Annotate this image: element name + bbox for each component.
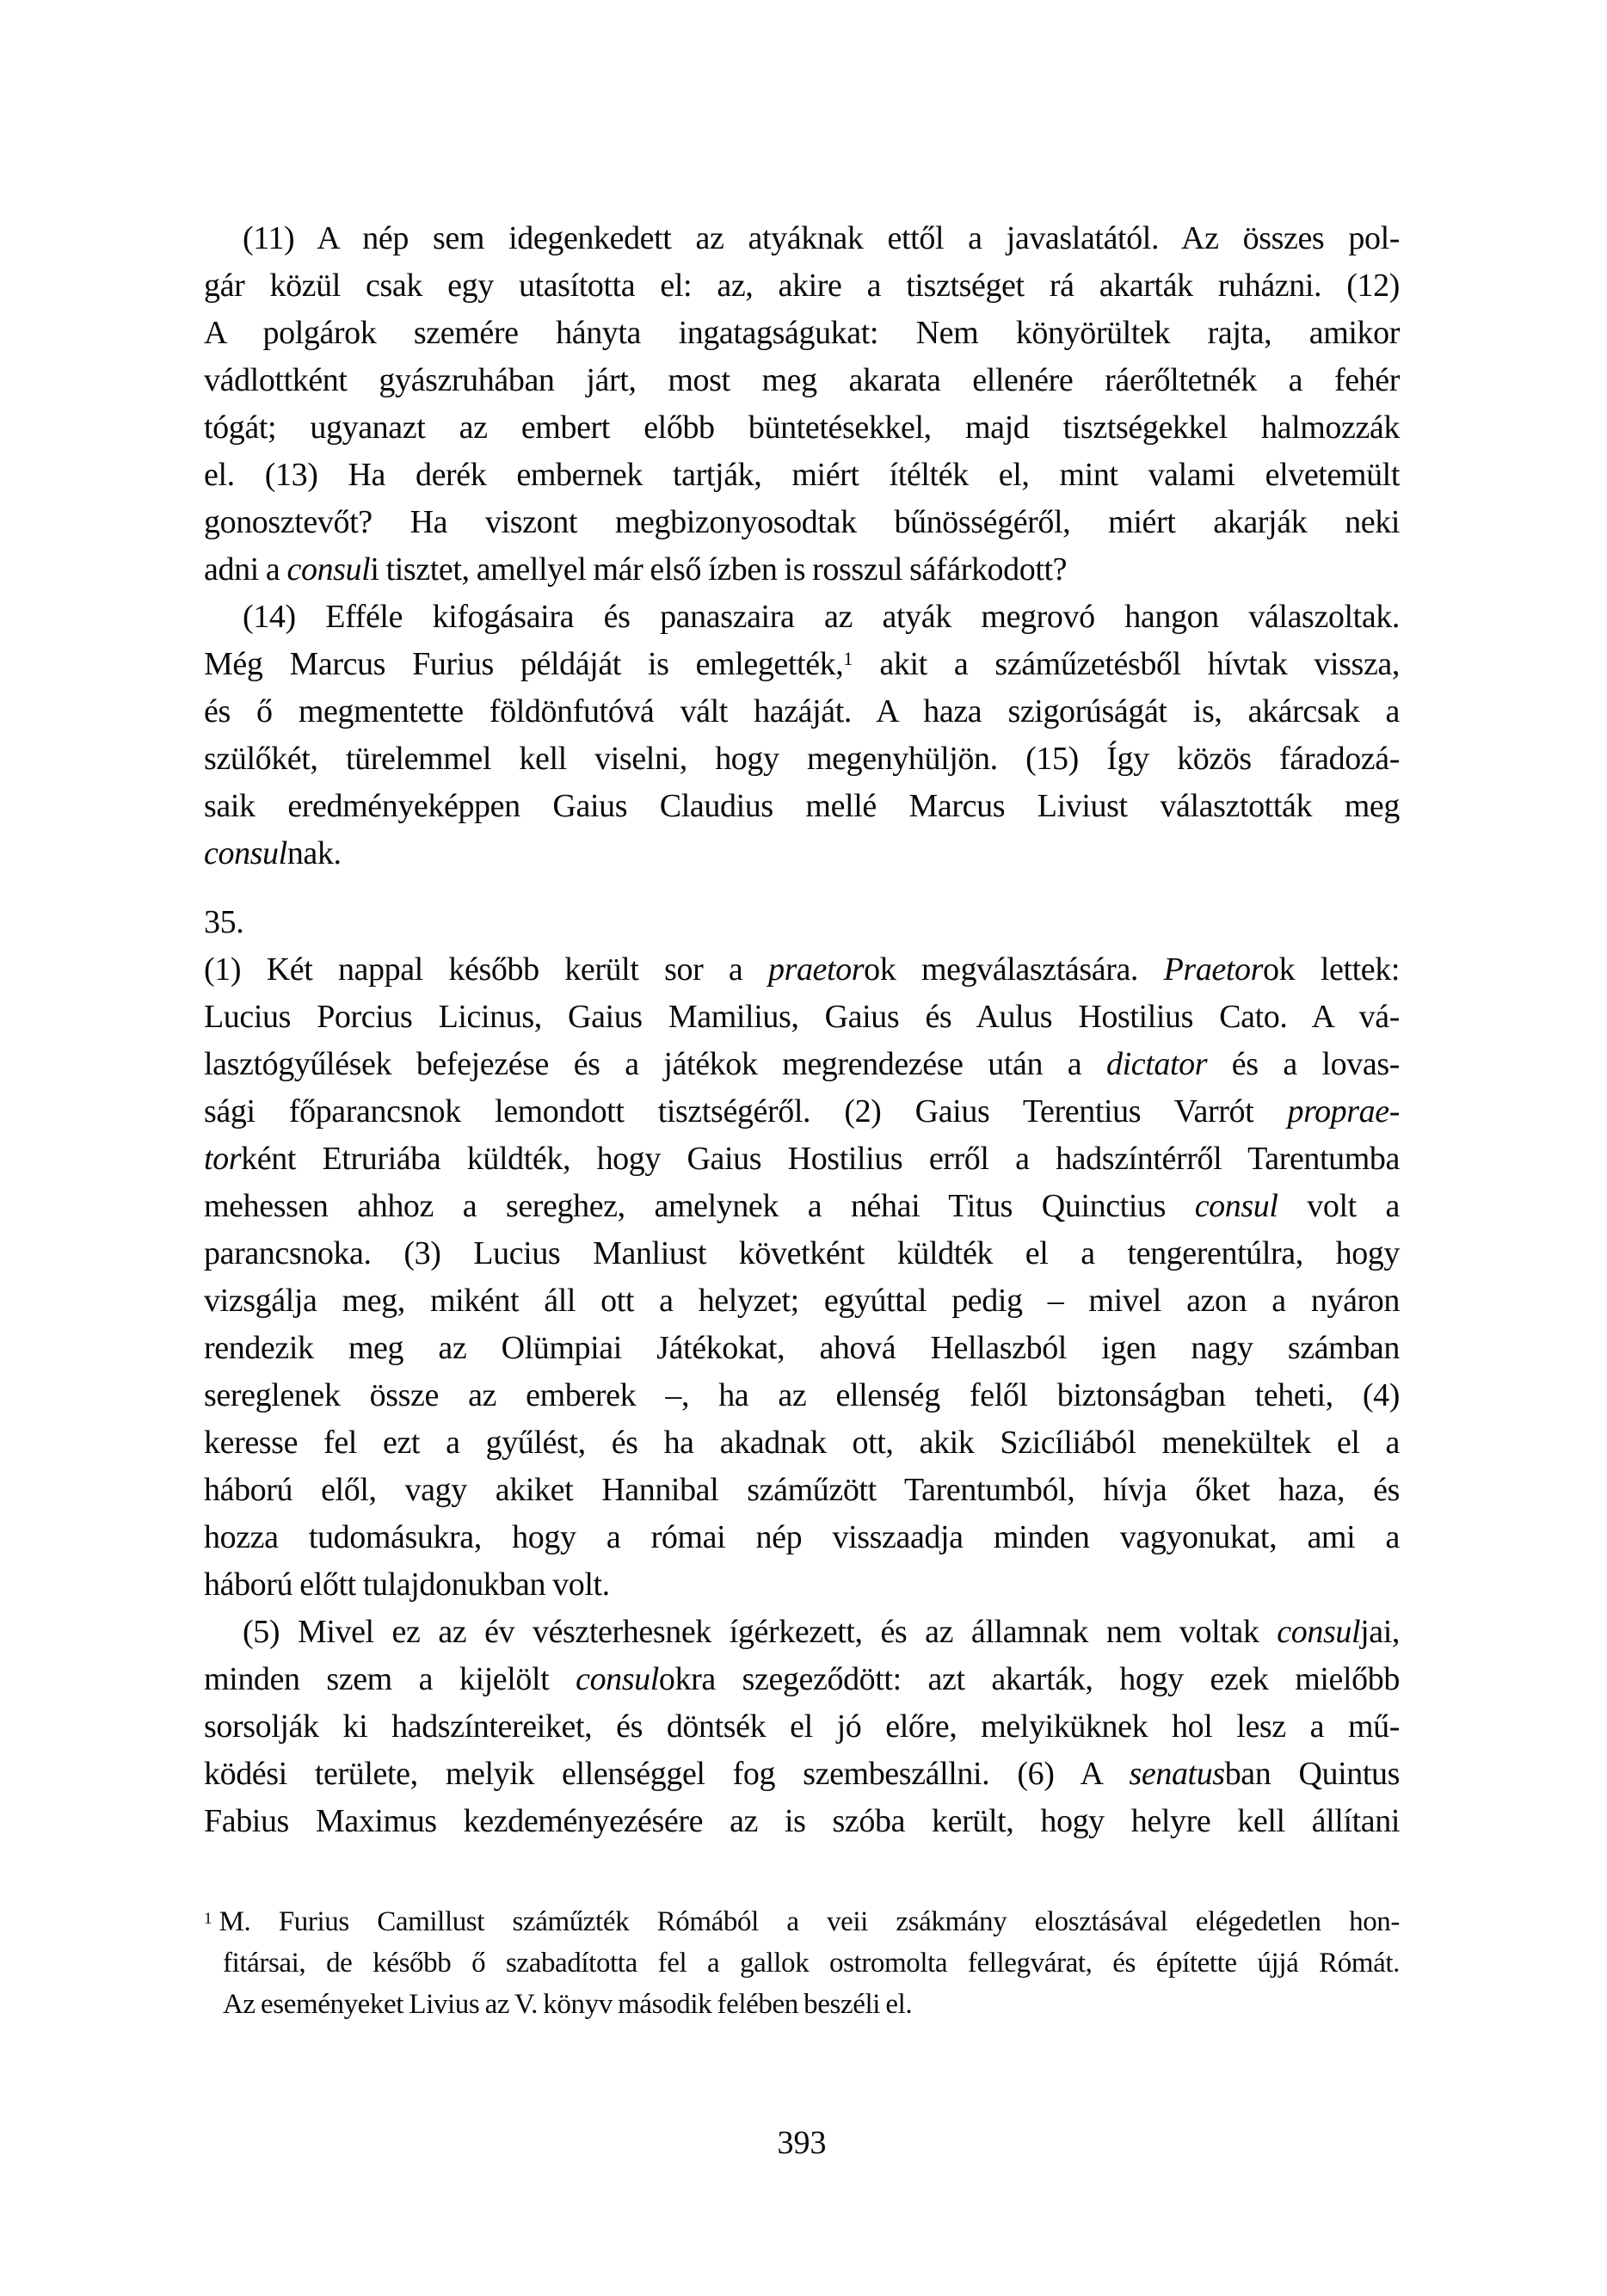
text-column [204,215,1400,2167]
text-run: keresse fel ezt a gyűlést, és ha akadnak ott, akik Szicíliából menekültek el a [204,1425,1400,1461]
text-run: volt a [1278,1188,1400,1224]
text-run: Még Marcus Furius példáját is emlegették, [204,646,844,682]
text-run: (14) Efféle kifogásaira és panaszaira az atyák megrovó hangon válaszoltak. [243,599,1400,635]
text-run: el. (13) Ha derék embernek tartják, miért ítélték el, mint valami elvetemült [204,457,1400,493]
text-line [204,1088,1400,1136]
paragraph-35-5-6 [204,1609,1400,1845]
text-run: (1) Két nappal később került sor a [204,951,768,988]
text-run: Fabius Maximus kezdeményezésére az is szóba került, hogy helyre kell állítani [204,1803,1400,1839]
text-line [204,404,1400,452]
text-run: fitársai, de később ő szabadította fel a gallok ostromolta fellegvárat, és építette újjá Rómát. [223,1948,1400,1979]
text-line [223,1942,1400,1984]
text-line [204,1514,1400,1561]
text-line [204,1798,1400,1845]
text-run: okra szegeződött: azt akarták, hogy ezek mielőbb [658,1661,1400,1697]
page-number: 393 [777,2125,827,2161]
text-run: jai, [1360,1614,1400,1650]
footnote-reference: 1 [843,648,853,670]
text-run: sági főparancsnok lemondott tisztségéről. (2) Gaius Terentius Varrót [204,1093,1288,1130]
text-line [204,262,1400,310]
text-line [204,1609,1400,1656]
italic-term: consul [286,551,371,588]
text-run: rendezik meg az Olümpiai Játékokat, ahová Hellaszból igen nagy számban [204,1330,1400,1366]
text-run: és ő megmentette földönfutóvá vált hazáját. A haza szigorúságát is, akárcsak a [204,693,1400,729]
paragraph-35-1-4 [204,946,1400,1609]
text-line [204,783,1400,830]
text-line [204,1561,1400,1609]
text-run: (11) A nép sem idegenkedett az atyáknak ettől a javaslatától. Az összes pol- [243,220,1400,256]
text-run: saik eredményeképpen Gaius Claudius mellé Marcus Liviust választották meg [204,788,1400,824]
text-run: háború előtt tulajdonukban volt. [204,1567,610,1603]
text-run: 35. [204,904,244,940]
text-line [204,1656,1400,1703]
italic-term: senatus [1129,1756,1225,1792]
text-line [204,357,1400,404]
text-run: i tisztet, amellyel már első ízben is rosszul sáfárkodott? [370,551,1068,588]
text-line [204,1419,1400,1467]
text-run: mehessen ahhoz a sereghez, amelynek a néhai Titus Quinctius [204,1188,1195,1224]
text-line [204,1372,1400,1419]
section-heading-35 [204,899,1400,946]
text-line [204,946,1400,994]
text-run: nak. [286,835,342,871]
text-line [204,1136,1400,1183]
text-line [204,736,1400,783]
text-run: gonosztevőt? Ha viszont megbizonyosodtak bűnösségéről, miért akarják neki [204,504,1400,540]
text-run: vádlottként gyászruhában járt, most meg akarata ellenére ráerőltetnék a fehér [204,362,1400,398]
italic-term: Praetor [1163,951,1264,988]
italic-term: consul [1277,1614,1361,1650]
text-run: A polgárok szemére hányta ingatagságukat: Nem könyörültek rajta, amikor [204,315,1400,351]
text-run: és a lovas- [1207,1046,1400,1082]
italic-term: consul [204,835,287,871]
text-run: Lucius Porcius Licinus, Gaius Mamilius, Gaius és Aulus Hostilius Cato. A vá- [204,999,1400,1035]
text-run: ok megválasztására. [864,951,1164,988]
text-line [204,215,1400,262]
text-run: hozza tudomásukra, hogy a római nép visszaadja minden vagyonukat, ami a [204,1519,1400,1555]
italic-term: dictator [1105,1046,1208,1082]
italic-term: proprae- [1287,1093,1400,1130]
text-line [204,1751,1400,1798]
text-line [204,1277,1400,1325]
text-line [204,1467,1400,1514]
text-line [223,1984,1400,2025]
text-line [204,1325,1400,1372]
italic-term: consul [576,1661,659,1697]
text-run: szülőkét, türelemmel kell viselni, hogy megenyhüljön. (15) Így közös fáradozá- [204,741,1400,777]
text-run: parancsnoka. (3) Lucius Manliust követként küldték el a tengerentúlra, hogy [204,1235,1400,1271]
text-line [204,641,1400,688]
text-run: vizsgálja meg, miként áll ott a helyzet; egyúttal pedig – mivel azon a nyáron [204,1283,1400,1319]
text-run: adni a [204,551,287,588]
text-line [204,994,1400,1041]
text-run: tógát; ugyanazt az embert előbb büntetésekkel, majd tisztségekkel halmozzák [204,409,1400,446]
text-run: gár közül csak egy utasította el: az, akire a tisztséget rá akarták ruházni. (12) [204,268,1400,304]
italic-term: consul [1194,1188,1278,1224]
footnote [204,1901,1400,2025]
text-run: lasztógyűlések befejezése és a játékok megrendezése után a [204,1046,1106,1082]
text-line [204,452,1400,499]
text-run: (5) Mivel ez az év vészterhesnek ígérkezett, és az államnak nem voltak [243,1614,1278,1650]
text-line [204,1041,1400,1088]
text-line [204,1183,1400,1230]
text-run: Az eseményeket Livius az V. könyv második felében beszéli el. [223,1989,913,2020]
text-line [204,1703,1400,1751]
text-line: $^1$ M. Furius Camillust száműzték Rómából a veii zsákmány elosztásával elégedetlen hon- [204,1906,1400,1937]
text-line [204,688,1400,736]
text-line [204,546,1400,594]
body-text [204,215,1400,1845]
paragraph-14-15 [204,594,1400,877]
text-run: ok lettek: [1263,951,1400,988]
text-run: minden szem a kijelölt [204,1661,576,1697]
text-line [204,830,1400,877]
italic-term: praetor [767,951,865,988]
text-line [204,499,1400,546]
text-run: háború elől, vagy akiket Hannibal száműzött Tarentumból, hívja őket haza, és [204,1472,1400,1508]
text-run: sorsolják ki hadszíntereiket, és döntsék el jó előre, melyiküknek hol lesz a mű- [204,1708,1400,1745]
paragraph-11-13 [204,215,1400,594]
text-run: ként Etruriába küldték, hogy Gaius Hostilius erről a hadszíntérről Tarentumba [241,1141,1400,1177]
text-line [204,310,1400,357]
text-line [204,1230,1400,1277]
text-run: akit a száműzetésből hívtak vissza, [853,646,1400,682]
text-line [204,899,1400,946]
text-run: sereglenek össze az emberek –, ha az ellenség felől biztonságban teheti, (4) [204,1377,1400,1413]
text-run: ködési területe, melyik ellenséggel fog szembeszállni. (6) A [204,1756,1130,1792]
text-line [204,594,1400,641]
text-run: ban Quintus [1224,1756,1400,1792]
text-run: M. Furius Camillust száműzték Rómából a veii zsákmány elosztásával elégedetlen hon- [219,1906,1400,1937]
italic-term: tor [204,1141,242,1177]
